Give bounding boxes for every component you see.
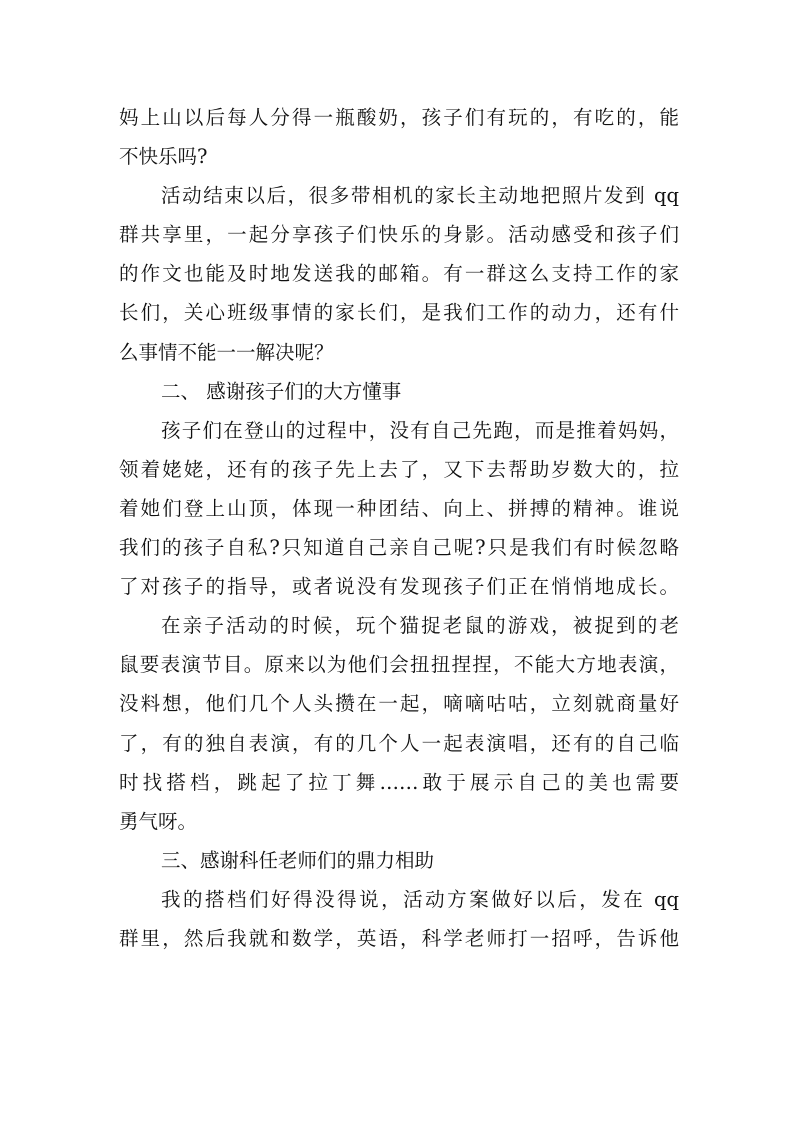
text-line: 没料想，他们几个人头攒在一起，嘀嘀咕咕，立刻就商量好 <box>119 692 679 716</box>
text-line: 群共享里，一起分享孩子们快乐的身影。活动感受和孩子们 <box>119 223 679 247</box>
paragraph-first-line: 在亲子活动的时候，玩个猫捉老鼠的游戏，被捉到的老 <box>161 614 679 638</box>
text-line: 了对孩子的指导，或者说没有发现孩子们正在悄悄地成长。 <box>119 575 679 599</box>
text-line: 着她们登上山顶，体现一种团结、向上、拼搏的精神。谁说 <box>119 496 679 520</box>
text-line: 不快乐吗? <box>119 145 208 169</box>
text-line: 么事情不能一一解决呢？ <box>119 340 334 364</box>
text-line: 长们，关心班级事情的家长们，是我们工作的动力，还有什 <box>119 301 679 325</box>
text-line: 领着姥姥，还有的孩子先上去了，又下去帮助岁数大的，拉 <box>119 457 679 481</box>
text-line: 鼠要表演节目。原来以为他们会扭扭捏捏，不能大方地表演， <box>119 653 679 677</box>
paragraph-first-line: 我的搭档们好得没得说，活动方案做好以后，发在 qq <box>161 887 679 911</box>
text-line: 了，有的独自表演，有的几个人一起表演唱，还有的自己临 <box>119 731 679 755</box>
text-line: 我们的孩子自私?只知道自己亲自己呢?只是我们有时候忽略 <box>119 536 679 560</box>
paragraph-first-line: 活动结束以后，很多带相机的家长主动地把照片发到 qq <box>161 184 679 208</box>
text-line: 时找搭档，跳起了拉丁舞……敢于展示自己的美也需要 <box>119 770 679 794</box>
text-line: 勇气呀。 <box>119 809 198 833</box>
section-heading: 二、 感谢孩子们的大方懂事 <box>161 379 402 403</box>
body-text <box>119 98 679 958</box>
section-heading: 三、感谢科任老师们的鼎力相助 <box>161 848 435 872</box>
text-line: 群里，然后我就和数学，英语，科学老师打一招呼，告诉他 <box>119 926 679 950</box>
paragraph-first-line: 孩子们在登山的过程中，没有自己先跑，而是推着妈妈， <box>161 418 679 442</box>
text-line: 妈上山以后每人分得一瓶酸奶，孩子们有玩的，有吃的，能 <box>119 106 679 129</box>
text-line: 的作文也能及时地发送我的邮箱。有一群这么支持工作的家 <box>119 262 679 286</box>
